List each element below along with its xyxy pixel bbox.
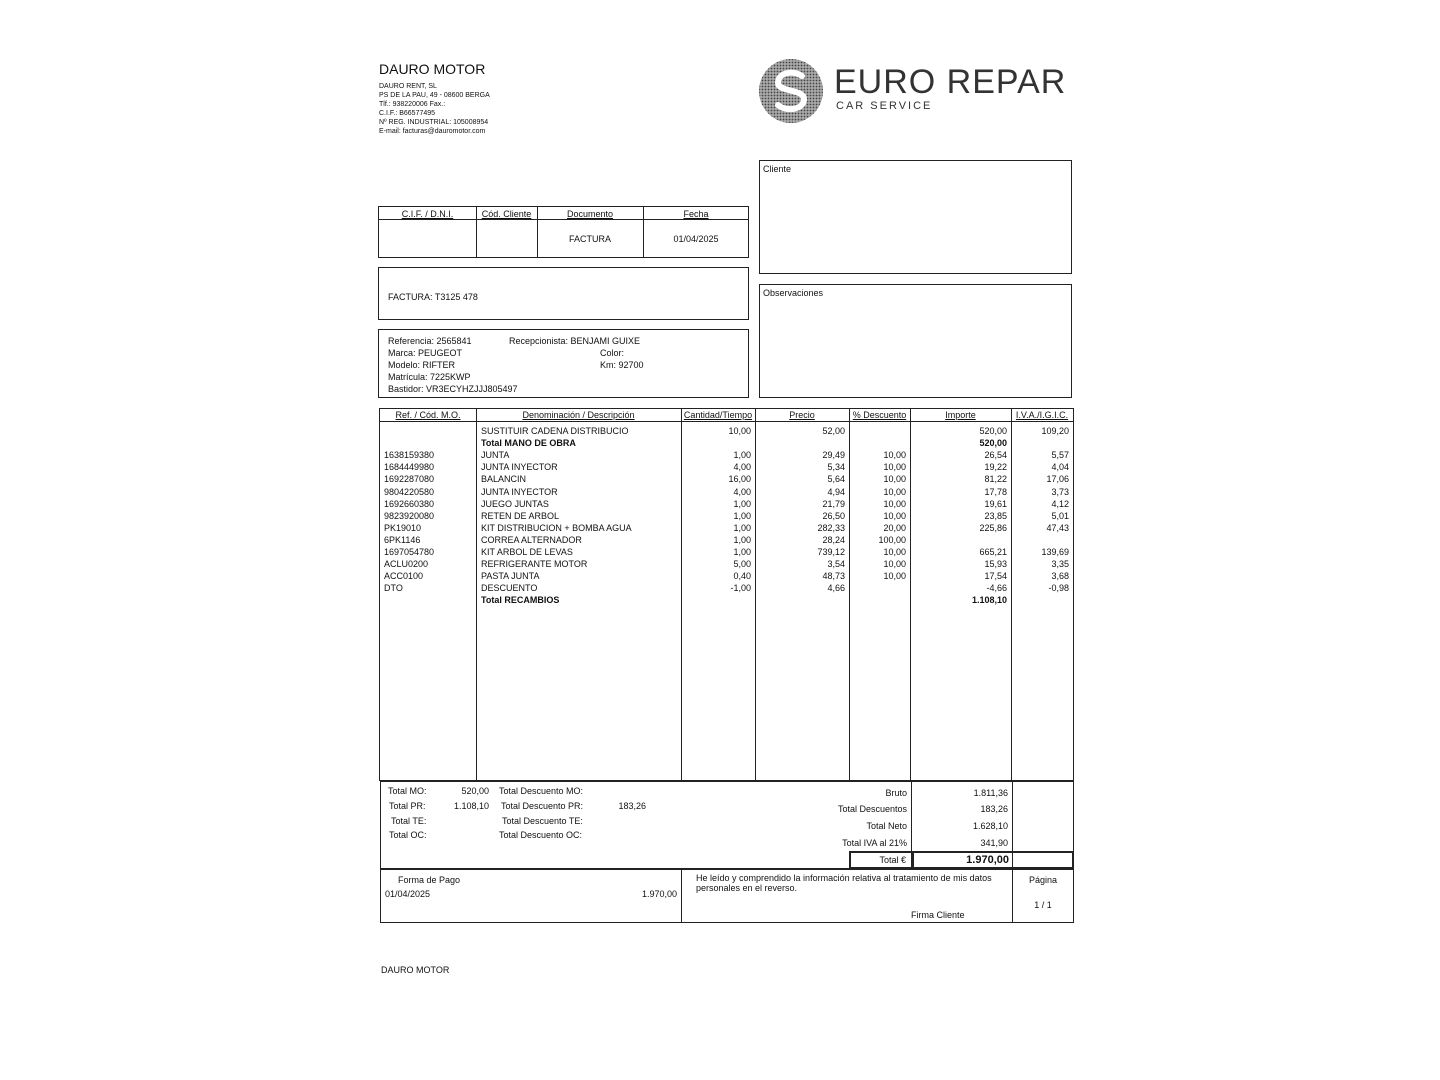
cell-amount: -4,66 [986,583,1007,594]
totals-box [380,781,1074,869]
cell-amount: 15,93 [984,559,1007,570]
cell-quantity: 4,00 [733,486,751,497]
cell-quantity: 1,00 [733,498,751,509]
cell-discount: 10,00 [883,571,906,582]
vehicle-km: Km: 92700 [600,360,644,370]
cell-quantity: 5,00 [733,559,751,570]
total-pr-value: 1.108,10 [453,801,489,811]
cell-price: 4,66 [827,583,845,594]
cell-discount: 10,00 [883,462,906,473]
total-discounts-value: 183,26 [980,804,1008,814]
cell-ref: ACC0100 [384,571,424,582]
cell-quantity: 1,00 [733,547,751,557]
cell-amount: 19,61 [984,498,1007,509]
client-box [759,160,1072,274]
payment-method-label: Forma de Pago [398,875,461,885]
company-name: DAURO MOTOR [379,61,486,77]
total-net-label: Total Neto [866,821,907,831]
doc-header-document: Documento [566,209,614,219]
total-net-value: 1.628,10 [972,821,1008,831]
table-row [380,511,1073,523]
cell-vat: 109,20 [1041,426,1069,436]
total-disc-te-label: Total Descuento TE: [502,816,583,826]
cell-amount: 17,54 [984,571,1007,582]
table-row [380,559,1073,571]
col-header-price: Precio [789,410,815,420]
cell-vat: 5,57 [1051,450,1069,461]
vehicle-color: Color: [600,348,625,358]
vehicle-reference: Referencia: 2565841 [388,336,472,346]
bruto-label: Bruto [885,788,907,798]
cell-description: REFRIGERANTE MOTOR [481,559,588,570]
cell-description: BALANCIN [481,474,527,485]
company-line: Nº REG. INDUSTRIAL: 105008954 [379,119,489,126]
cell-ref: 1692287080 [384,474,435,485]
total-disc-mo-label: Total Descuento MO: [499,786,584,796]
table-row [380,595,1073,607]
cell-description: JUNTA [481,450,510,461]
cell-quantity: 1,00 [733,510,751,521]
table-row [380,535,1073,547]
cell-vat: 3,68 [1051,571,1069,582]
doc-header-client-code: Cód. Cliente [481,209,532,219]
cell-price: 21,79 [822,498,845,509]
cell-vat: 3,73 [1051,486,1069,497]
grand-total-value: 1.970,00 [966,854,1009,866]
cell-price: 5,34 [827,462,845,473]
table-row [380,583,1073,595]
cell-vat: 139,69 [1041,547,1069,557]
table-row [380,499,1073,511]
cell-ref: 9804220580 [384,486,435,497]
cell-vat: 4,04 [1051,462,1069,473]
cell-amount: 81,22 [984,474,1007,485]
cell-quantity: 0,40 [733,571,751,582]
col-header-description: Denominación / Descripción [522,410,635,420]
cell-amount: 225,86 [979,522,1007,533]
footer-company: DAURO MOTOR [381,965,450,975]
cell-description: JUNTA INYECTOR [481,462,558,473]
cell-discount: 100,00 [878,534,906,545]
invoice-number: FACTURA: T3125 478 [388,292,478,302]
grand-total-box [849,851,1074,869]
cell-ref: ACLU0200 [384,559,429,570]
cell-price: 28,24 [822,534,845,545]
cell-price: 26,50 [822,510,845,521]
cell-ref: 1638159380 [384,450,435,461]
table-row [380,426,1073,438]
cell-discount: 10,00 [883,498,906,509]
vehicle-brand: Marca: PEUGEOT [388,348,463,358]
cell-description: JUEGO JUNTAS [481,498,549,509]
bruto-value: 1.811,36 [973,788,1008,798]
cell-quantity: 10,00 [728,426,751,436]
cell-vat: 4,12 [1051,498,1069,509]
signature-label: Firma Cliente [911,910,965,920]
vehicle-plate: Matrícula: 7225KWP [388,372,471,382]
cell-description: Total MANO DE OBRA [481,438,576,449]
doc-value-document: FACTURA [568,234,611,244]
doc-header-date: Fecha [683,209,709,219]
observations-label: Observaciones [763,288,824,298]
total-mo-value: 520,00 [461,786,489,796]
cell-vat: 5,01 [1051,510,1069,521]
cell-description: CORREA ALTERNADOR [481,534,582,545]
company-line: PS DE LA PAU, 49 - 08600 BERGA [379,92,490,99]
cell-amount: 26,54 [984,450,1007,461]
table-row [380,462,1073,474]
cell-ref: 9823920080 [384,510,435,521]
vehicle-model: Modelo: RIFTER [388,360,456,370]
observations-box [759,284,1072,398]
cell-quantity: 1,00 [733,522,751,533]
cell-vat: 47,43 [1046,522,1069,533]
cell-amount: 23,85 [984,510,1007,521]
cell-price: 739,12 [817,547,845,557]
invoice-ref-box [378,267,749,320]
total-oc-label: Total OC: [389,830,427,840]
euro-repar-logo-icon [758,58,824,124]
cell-quantity: -1,00 [730,583,751,594]
total-vat-value: 341,90 [980,838,1008,848]
page-label: Página [1028,875,1058,885]
table-row [380,487,1073,499]
cell-discount: 10,00 [883,559,906,570]
footer-info-box [380,869,1074,923]
cell-price: 3,54 [827,559,845,570]
legal-text: He leído y comprendido la información relativa al tratamiento de mis datos [696,873,992,883]
total-disc-pr-label: Total Descuento PR: [501,801,584,811]
total-discounts-label: Total Descuentos [837,804,907,814]
cell-ref: PK19010 [384,522,422,533]
cell-discount: 10,00 [883,474,906,485]
company-line: Tlf.: 938220006 Fax.: [379,101,446,108]
cell-description: PASTA JUNTA [481,571,540,582]
cell-discount: 20,00 [883,522,906,533]
col-header-quantity: Cantidad/Tiempo [683,410,753,420]
company-line: C.I.F.: B66577495 [379,110,436,117]
cell-description: KIT ARBOL DE LEVAS [481,547,573,557]
cell-amount: 520,00 [979,426,1007,436]
cell-price: 4,94 [827,486,845,497]
cell-discount: 10,00 [883,486,906,497]
cell-description: KIT DISTRIBUCION + BOMBA AGUA [481,522,632,533]
payment-date: 01/04/2025 [385,889,431,899]
col-header-discount: % Descuento [852,410,907,420]
cell-price: 52,00 [822,426,845,436]
total-disc-pr-value: 183,26 [618,801,646,811]
doc-header-cif: C.I.F. / D.N.I. [401,209,454,219]
company-line: E-mail: facturas@dauromotor.com [379,128,486,135]
cell-description: RETEN DE ARBOL [481,510,560,521]
brand-tagline: CAR SERVICE [836,100,933,112]
cell-quantity: 4,00 [733,462,751,473]
cell-ref: 1684449980 [384,462,435,473]
cell-discount: 10,00 [883,450,906,461]
cell-vat: -0,98 [1048,583,1069,594]
cell-quantity: 1,00 [733,534,751,545]
company-details [379,82,490,136]
cell-amount: 19,22 [984,462,1007,473]
vehicle-box [378,329,749,398]
cell-description: JUNTA INYECTOR [481,486,558,497]
table-row [380,547,1073,559]
col-header-amount: Importe [945,410,976,420]
cell-price: 5,64 [827,474,845,485]
table-row [380,474,1073,486]
legal-text-2: personales en el reverso. [696,883,798,893]
payment-amount: 1.970,00 [641,889,677,899]
cell-ref: DTO [384,583,403,594]
cell-ref: 1692660380 [384,498,435,509]
cell-discount: 10,00 [883,547,906,557]
cell-ref: 1697054780 [384,547,435,557]
doc-value-date: 01/04/2025 [673,234,719,244]
total-te-label: Total TE: [391,816,427,826]
vehicle-vin: Bastidor: VR3ECYHZJJJ805497 [388,384,518,394]
cell-quantity: 1,00 [733,450,751,461]
col-header-vat: I.V.A./I.G.I.C. [1015,410,1069,420]
total-mo-label: Total MO: [388,786,427,796]
grand-total-label: Total € [879,855,906,865]
vehicle-receptionist: Recepcionista: BENJAMI GUIXE [509,336,641,346]
table-row [380,523,1073,535]
lines-table [379,408,1074,781]
cell-vat: 17,06 [1046,474,1069,485]
cell-amount: 1.108,10 [971,595,1007,606]
cell-description: Total RECAMBIOS [481,595,560,606]
cell-price: 29,49 [822,450,845,461]
table-row [380,450,1073,462]
total-pr-label: Total PR: [389,801,426,811]
cell-amount: 665,21 [979,547,1007,557]
company-line: DAURO RENT, SL [379,83,437,90]
total-disc-oc-label: Total Descuento OC: [499,830,583,840]
cell-vat: 3,35 [1051,559,1069,570]
table-row [380,571,1073,583]
cell-discount: 10,00 [883,510,906,521]
cell-ref: 6PK1146 [384,534,421,545]
cell-description: SUSTITUIR CADENA DISTRIBUCIO [481,426,629,436]
cell-amount: 520,00 [979,438,1007,449]
total-vat-label: Total IVA al 21% [842,838,907,848]
table-row [380,438,1073,450]
cell-description: DESCUENTO [481,583,538,594]
col-header-ref: Ref. / Cód. M.O. [395,410,461,420]
client-label: Cliente [763,164,792,174]
document-table [378,206,749,258]
cell-price: 282,33 [817,522,845,533]
cell-price: 48,73 [822,571,845,582]
page-number: 1 / 1 [1034,900,1052,910]
brand-name: EURO REPAR [834,63,1067,101]
cell-quantity: 16,00 [728,474,751,485]
cell-amount: 17,78 [984,486,1007,497]
